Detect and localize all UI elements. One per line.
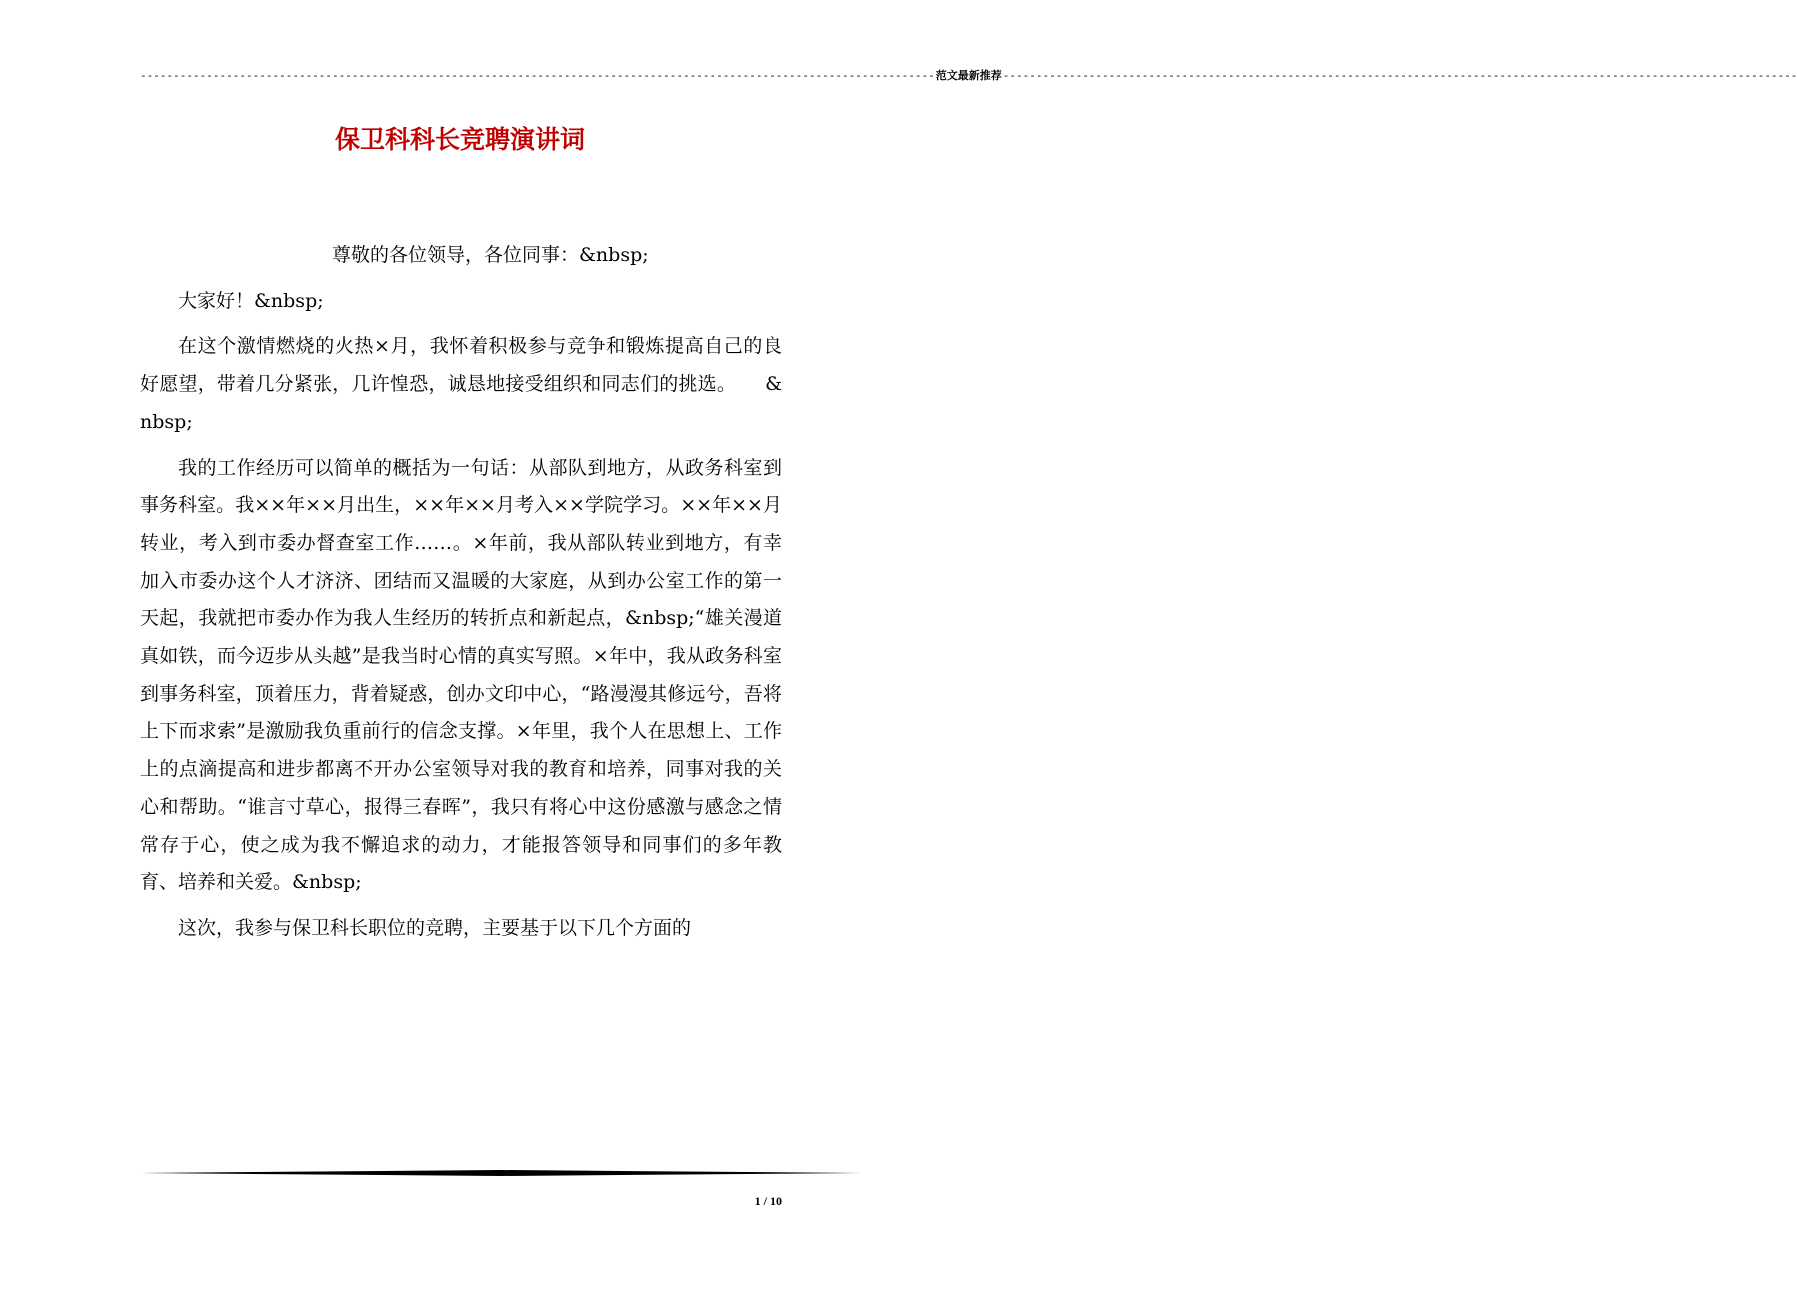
paragraph-experience: 我的工作经历可以简单的概括为一句话：从部队到地方，从政务科室到事务科室。我××年××月出生，××年××月考入××学院学习。××年××月转业，考入到市委办督查室工作……。×年前，我从部队转业到地方，有幸加入市委办这个人才济济、团结而又温暖的大家庭，从到办公室工作的第一天起，我就把市委办作为我人生经历的转折点和新起点，&nbsp;“雄关漫道真如铁，而今迈步从头越”是我当时心情的真实写照。×年中，我从政务科室到事务科室，顶着压力，背着疑惑，创办文印中心，“路漫漫其修远兮，吾将上下而求索”是激励我负重前行的信念支撑。×年里，我个人在思想上、工作上的点滴提高和进步都离不开办公室领导对我的教育和培养，同事对我的关心和帮助。“谁言寸草心，报得三春晖”，我只有将心中这份感激与感念之情常存于心，使之成为我不懈追求的动力，才能报答领导和同事们的多年教育、培养和关爱。&nbsp;	[140, 456, 782, 894]
running-header	[140, 68, 1797, 84]
document-title: 保卫科科长竞聘演讲词	[334, 125, 585, 154]
header-label: 范文最新推荐	[935, 69, 1002, 82]
paragraph-greeting: 大家好！&nbsp;	[178, 289, 324, 312]
footer-rule	[140, 1170, 862, 1176]
header-dashes-left: ------------------------------------------------------------------------------------------------------------------------	[140, 69, 935, 82]
paragraph-intro: 在这个激情燃烧的火热×月，我怀着积极参与竞争和锻炼提高自己的良好愿望，带着几分紧张，几许惶恐，诚恳地接受组织和同志们的挑选。 &nbsp;	[140, 335, 782, 433]
page-number: 1 / 10	[754, 1194, 782, 1208]
document-body	[140, 237, 782, 948]
paragraph-salutation: 尊敬的各位领导，各位同事：&nbsp;	[332, 244, 649, 266]
paragraph-reasons: 这次，我参与保卫科长职位的竞聘，主要基于以下几个方面的	[178, 916, 692, 939]
header-dashes-right: ------------------------------------------------------------------------------------------------------------------------	[1002, 69, 1797, 82]
